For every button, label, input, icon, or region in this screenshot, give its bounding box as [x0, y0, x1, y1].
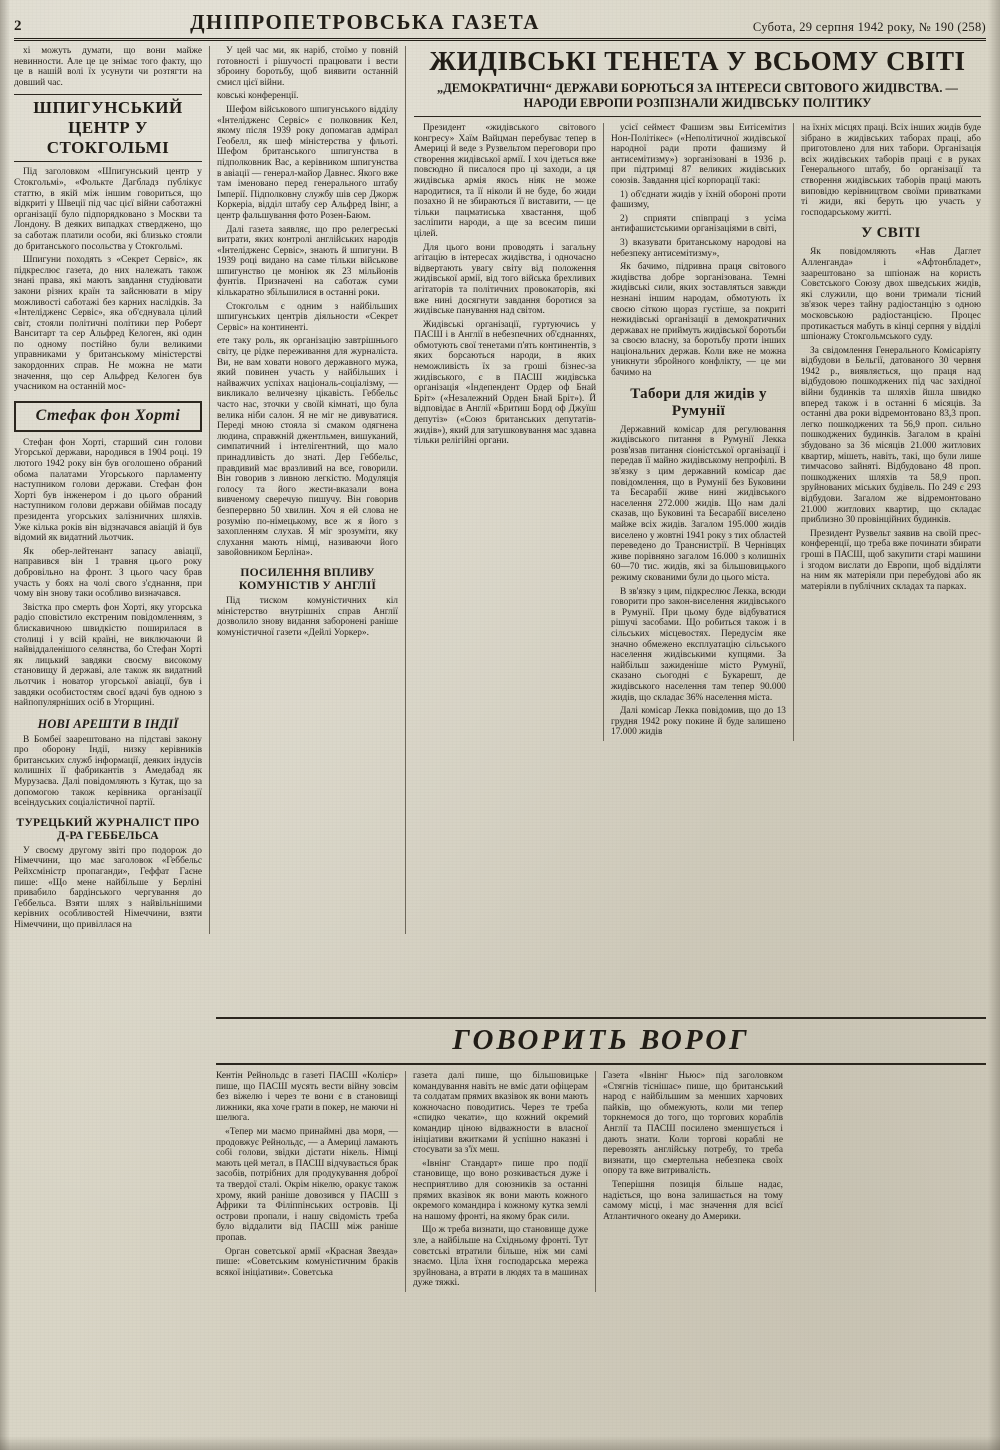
paper-title: ДНІПРОПЕТРОВСЬКА ГАЗЕТА: [190, 10, 540, 34]
page-edge-shadow-bottom: [0, 1436, 1000, 1450]
main-para-3: Жидівські організації, гуртуючись у ПАСШ і в Англії в небезпечних об'єднаннях, обмотують свої тенетами п'ять континентів, з яких борсаються народи, в яких неможливість їх за гроші бізнес-за жидівського, є в ПАСШ жидівська організація «Індепендент Ордер оф Бнай Бріт» («Незалежний Орден Бнай Бріт»). Й відповідає в Англії «Бритиш Борд оф Джуїш депутіз» («Союз британських депутатів-жидів»), який для затушковування мас здавна тільки релігійні органи.: [414, 319, 596, 447]
main-deck: „ДЕМОКРАТИЧНІ“ ДЕРЖАВИ БОРЮТЬСЯ ЗА ІНТЕРЕСИ СВІТОВОГО ЖИДІВСТВА. — НАРОДИ ЕВРОПИ РОЗПІЗНАЛИ ЖИДІВСЬКУ ПОЛІТИКУ: [414, 81, 981, 117]
enemy-para-7: Газета «Івнінг Ньюс» під заголовком «Стягнів тіснішає» пише, що британський народ є найбільшим за менших харчових пайків, що обмежують, коли ми тепер торкнемося до того, що торгових кораблів Англії та ПАСШ посилено зменшується і дають знати. Коли торгові кораблі не перевозять англійську потребу, то треба визнати, що смертельна небезпека своїх опору та вже витривалість.: [603, 1071, 783, 1177]
horti-para-1: Стефан фон Хорті, старший син голови Угорської держави, народився в 1904 році. 19 лютого 1942 року він був оголошено обраний обома палатами Угорського парламенту наступником голови держави. Стефан фон Хорті був інженером і до цього обраний наступником голови держави обіймав посаду президента угорських залізничних шляхів. Уже кілька років він відзначався авіацій й був відомий як видатний льотчик.: [14, 437, 202, 544]
headline-turkish-journalist: ТУРЕЦЬКИЙ ЖУРНАЛІСТ ПРО Д-РА ГЕББЕЛЬСА: [16, 815, 200, 842]
camps-para-2: В зв'язку з цим, підкреслює Лекка, всюди говорити про закон-виселення жидівського в Румунії. При цьому буде відбуватися рішучі засобами. Що робиться також і в сільських місцевостях. Передусім яке значно обмежено експлуатацію сільського населення жидівськими купцями. За найбільш зажиденіше місто Румунії, сказано сьогодні є Букарешт, де жидівського населення там тепер 90.000 жидів, що складає 36% населення міста.: [611, 586, 786, 703]
page-number: 2: [14, 18, 22, 34]
turk-para-1: У своєму другому звіті про подорож до Німеччини, що має заголовок «Геббельс Рейхсміністр пропаганди», Геффат Гаєне пише: «Що мене найбільше у Берліні привабило бардінського чергування до Геббельса. Взяти шлях з найвільнішими керівних особливостей Німеччини, взяти Німеччини, що привіллася на: [14, 845, 202, 930]
boxed-title-horti: Стефак фон Хорті: [14, 401, 202, 432]
enemy-section: [216, 1010, 986, 1292]
enemy-para-1: Кентін Рейнольдс в газеті ПАСШ «Колієр» пише, що ПАСШ мусять вести війну зовсім без віжелю і через те вони є в становищі лижники, яка хоче грати в покер, не маючи ні шелюга.: [216, 1071, 398, 1124]
enemy-para-5: «Івнінг Стандарт» пише про події становище, що воно розкивається дуже і несприятливо для союзників за останні прямих вказівок як вони мають кожного окремого командира і кожному кутка землі на нашому фронті, на якому брак сили.: [413, 1158, 588, 1222]
column-2: [210, 46, 406, 934]
horti-para-4: ете таку роль, як організацію завтрішнього світу, це рідке переживання для журналіста. Ви, не вам ховати нового державного мужа, який повинен участь у найбільших і найважчих успіхах національ-соціалізму, — викликало величезну цікавість. Геббельс часто нас, зточки у своїй кімнаті, що була велика ніби салон. Я не міг не дивуватися. Переді мною стояла зі смаком одягнена людина, справжній джентльмен, вишуканий, симпатичний і інтелігентний, що мало принадливість до знаті. Дер Геббельс, правдивий має вразливий на все, говорили. Він говорив з ливною легкістю. Модуляція голосу та його жести-вказали вона вивченому сверечую пишучу. Він говорив безперервно 50 хвилин. Хоч я ей слова не розумію по-німецькому, все ж я його з захопленням слухав. Я міг зрозуміти, яку слухання мають німці, називаючи його завойовником Берліна».: [217, 336, 398, 559]
main-story-columns: [414, 123, 981, 741]
headline-world: У СВІТІ: [861, 225, 921, 242]
enemy-para-6: Що ж треба визнати, що становище дуже зле, а найбільше на Східньому фронті. Тут совєтські втратили більше, ніж ми самі знаємо. Ціла їхня господарська мережа зруйнована, а втрати в людях та в машинах дуже тяжкі.: [413, 1225, 588, 1289]
world-para-1: Як повідомляють «Нав Даглет Алленганда» і «Афтонбладет», заарештовано за шпіонаж на користь Совєтського Союзу двох шведських жидів, які служили, що вони тримали тісний зв'язок через тайну радіостанцію з одною московською радіостанцією. Процес протикається мабуть в кінці серпня у відділі шпіонажу Стокгольмського суду.: [801, 247, 981, 343]
arrests-para-1: В Бомбеї заарештовано на підставі закону про оборону Індії, низку керівників британських служб інформації, деяких індусів колишніх її фабрикантів з Амедабад як Мурузаєва. Далі повідомляють з Кутак, що за допомогою також керівника організації всеіндуських соціалістичної партії.: [14, 734, 202, 809]
page-edge-shadow-left: [0, 0, 10, 1450]
enemy-banner-title: ГОВОРИТЬ ВОРОГ: [216, 1017, 986, 1065]
spy-para-3: ковські конференції.: [217, 91, 299, 102]
headline-camps-romania: Табори для жидів у Румунії: [630, 385, 767, 419]
spy-para-6: Стокгольм є одним з найбільших шпигунських центрів діяльности «Секрет Сервіс» на континенті.: [217, 301, 398, 333]
masthead: [14, 10, 986, 41]
camps-para-1: Державний комісар для регулювання жидівського питання в Румунії Лекка розв'язав питання сіоністської організації і передав її майно жидівському непрофілі. В зв'язку з цим державний комісар дає повідомлення, що в Румунії без Буковини та Бесарабії живе нині жидівського населення 272.000 жидів. Що нам далі сказав, що Буковині та Бесарабії виселено майже всіх жидів. Загалом 195.000 жидів виселено у жовтні 1941 року з тих областей переведено до Транснистрії. В Чернівцях живе порівняно загалом 16.000 з колишніх 60—70 тис. жидів, які за більшовицького режиму скованими були до цього міста.: [611, 424, 786, 583]
spy-para-2: Шпигуни походять з «Секрет Сервіс», як підкреслює газета, до них належать також знані права, які мають завдання студіювати закони різних країн та зайснювати в міру можливості саботажі без карних наслідків. За «Інтелідженс Сервіс», яка об'єднувала цілий світ, стояли політичні політики пер Роберт Ванситарт та сер Альфред Келоген, які один по одному постійно були великими управниками у британському міністерстві закордонних справ. Не можна не мати значення, що сер Альфред Келоген був учасником на останній мос-: [14, 255, 202, 393]
komuna-para-1: Під тиском комуністичних кіл міністерство внутрішніх справ Англії дозволило знову видання заборонені раніше комуністичної газети «Дейлі Уоркер».: [217, 595, 398, 638]
main-para-1: Президент «жидівського світового конгресу» Хаїм Вайцман перебуває тепер в Америці й веде з Рузвельтом переговори про створення жидівської армії. І хоч ідеться вже повсюдно й писалося про ці заходи, а ця жидівська армія якось ніяк не може народитися, та її ніколи й не буде, бо жиди позахно й не збираються її виставити, — це тільки пацматиська хвастання, щоб засліпити народи, а ще за всесим пиши цілей.: [414, 123, 596, 239]
headline-communist-influence: ПОСИЛЕННЯ ВПЛИВУ КОМУНІСТІВ У АНГЛІЇ: [238, 565, 377, 592]
page-edge-shadow-right: [988, 0, 1000, 1450]
main-col-1: [414, 123, 604, 741]
top-fragment-b: У цей час ми, як наріб, стоїмо у повній готовності і рішучості працювати і вести зброину боротьбу, щоб виявити останній смисл цієї війни.: [217, 46, 398, 88]
enemy-columns: [216, 1071, 986, 1292]
world-para-2: За свідомлення Генерального Комісаріяту відбудови в Бельгії, датованого 30 червня 1942 р., виявляється, що праця над відбудовою пошкоджених під час західної війни будинків та шляхів йшла швидко вперед також і в останні 6 місяців. За останні два роки відремонтовано 83,3 проп. легко пошкоджених та 56,9 проп. сильно пошкоджених будинків. Загалом в країні збудовано за 36 місяців 21.000 житлових квартир, мішеть, навіть, такі, що були лише тимчасово зайняті. Відбудовано 48 проп. пошкоджених шляхів та 58,9 проп. зруйнованих міських будівель. По 249 є 293 відбудови. Загалом же відремонтовано 21.000 житлових квартир, що складає приблизно 30 провінційних будинків.: [801, 345, 981, 526]
main-headline: ЖИДІВСЬКІ ТЕНЕТА У ВСЬОМУ СВІТІ: [429, 46, 966, 76]
main-col-3: [794, 123, 981, 741]
camps-para-4: на їхніх місцях праці. Всіх інших жидів буде зібрано в жидівських таборах праці, або приготовлено для них табори. Організація всіх жидівських таборів праці є в руках Генерального штабу, бо організації та створення жидівських таборів праці мають виповідю керівництвом своїми приватками ті жиди, які беруть цю участь у господарському житті.: [801, 123, 981, 218]
horti-para-3: Звістка про смерть фон Хорті, яку угорська радіо сповістило екстреним повідомленням, з блискавичною швидкістю поширилася в столиці і у всій країні, не виключаючи й найвіддаленішого селянства, бо Стефан Хорті як лицький завдяки своєму високому становищу й державі, але також як видатний льотчик і новатор угорської авіації, був і завдяки особистостям своєї вдачі був одною з найпопулярніших осіб в Угорщині.: [14, 602, 202, 709]
main-para-7: 2) сприяти співпраці з усіма антифашистськими організаціями в світі,: [611, 213, 786, 235]
enemy-para-4: газета далі пише, що більшовицьке командування навіть не вміє дати офіцерам та солдатам прямих вказівок як вони мають кожночасно поводитись. Через те треба «спидко чекати», що кожний окремий командир ціною відважности в власної ініціативи вжитками й успішно наказні і стосувати за з'їх меш.: [413, 1071, 588, 1156]
main-para-8: 3) вказувати британському народові на небезпеку антисемітизму»,: [611, 237, 786, 259]
upper-region: [14, 46, 986, 934]
issue-line: Субота, 29 серпня 1942 року, № 190 (258): [752, 20, 986, 34]
spy-para-4: Шефом військового шпигунського відділу «Інтелідженс Сервіс» є полковник Кел, якому після 1939 року допомагав адмірал Геобелл, як шеф міністерства у фльоті. Шефом британського шпигунства в підполковник Вас, а керівником шпигунства в авіації — генерал-майор Давнес. Якого вже там іменовано перед генерального штабу Імперії. Підполковну службу шів сер Джорж Коркеріа, відділ штабу сер Альфред Івінг, а центр фальшування фото Розен-Баюм.: [217, 104, 398, 221]
spy-para-5: Далі газета заявляє, що про релегреські витрати, яких контролі англійських народів «Інтелідженс Сервіс», знають й шпигуни. В 1939 році видано на саме тільки військове шпигунство це моніюк як 23 мільйонів фунтів. Призначені на саботаж суми кількаратно збільшилися в останні роки.: [217, 224, 398, 299]
top-fragment-a: хі можуть думати, що вони майже невинности. Але це це знімає того факту, що це в нашій волі їх усунути чи розтягти на довший час.: [14, 46, 202, 88]
main-story-block: [406, 46, 981, 934]
enemy-para-8: Теперішня позиція більше надає, надіється, що вона залишається на тому самому місці, і має значення для всієї Атлантичного океану до Америки.: [603, 1179, 783, 1222]
enemy-para-3: Орган советської армії «Красная Звезда» пише: «Советським комуністичним браків всякої ініціативи». Советська: [216, 1246, 398, 1278]
column-1: [14, 46, 210, 934]
spy-para-1: Під заголовком «Шпигунський центр у Стокгольмі», «Фолькте Дагбладз публікує статтю, в якій між іншим говориться, що відкриті у Швеції під час цієї війни саботажні організації було підпорядковано з Москви та Лондону. В деяких випадках стверджено, що за саботаж платили особи, які близько стояли до британського посольства у Стокгольмі.: [14, 167, 202, 252]
headline-spy-center: ШПИГУНСЬКИЙ ЦЕНТР У СТОКГОЛЬМІ: [14, 94, 202, 162]
main-para-2: Для цього вони проводять і загальну агітацію в інтересах жидівства, і одночасно відвертають увагу світу від положення жидівської армії, від того війська брехливих агітаторів та політичних провокаторів, які вже нині досягнути завдання боротися за жидівське панування над світом.: [414, 242, 596, 317]
enemy-col-3: [596, 1071, 783, 1292]
main-para-6: 1) об'єднати жидів у їхній обороні проти фашизму,: [611, 189, 786, 211]
world-para-3: Президент Рузвельт заявив на своїй прес-конференції, що треба вже починати збирати гроші в ПАСШ, щоб закупити старі машини і згодом вислати до Европи, щоб відділяти на ним як матеріяли при перебудові або як матеріяли в публічних складах та парках.: [801, 528, 981, 592]
camps-para-3: Далі комісар Лекка повідомив, що до 13 грудня 1942 року покине й буде залишено 17.000 жидів: [611, 706, 786, 738]
horti-para-2: Як обер-лейтенант запасу авіації, направився він 1 травня цього року добровільно на фронт. З цього часу брав участь у боях на чолі свого з'єднання, при чому він знову таки особливо визначався.: [14, 546, 202, 600]
enemy-col-1: [216, 1071, 406, 1292]
main-para-5: усієї сеймеєт Фашизм эвы Еитісемітиз Нон-Політікеє» («Неполітичної жидівської народної ради проти фашизму й антисемітизму») зорганізовані в 1936 р. при підтримці 87 великих жидівських союзів. Завдання цієї корпорації такі:: [611, 123, 786, 186]
enemy-para-2: «Тепер ми маємо принаймні два моря, — продовжує Рейнольдс, — а Америці ламають собі голови, звідки дістати нікель. Німці мають цей метал, в ПАСШ відчувається брак засобів, потрібних для продукування доброї та твердої сталі. Окрім нікелю, оракує також хрому, який раніше довозився у ПАСШ з Африки та Філіппінських островів. Ці острови пропали, і нашу свідомість треба було віддалити від ПАСШ між раніше пропав.: [216, 1126, 398, 1243]
headline-new-arrests: НОВІ АРЕШТИ В ІНДІЇ: [37, 716, 179, 731]
main-para-9: Як бачимо, підривна праця світового жидівства добре зорганізована. Темні жидівські сили, яких зоставляться завжди незнані іншим народам, обмотують їх своєю сіткою щораз густіше, за покриті нежидівські організації в демократичних державах не приймуть жидівської боротьби за своєю власну, за боротьбу проти інших національних держав. Коли вже не можна уникнути збройного конфлікту, — це ми бачимо на: [611, 262, 786, 379]
main-col-2: [604, 123, 794, 741]
enemy-col-2: [406, 1071, 596, 1292]
